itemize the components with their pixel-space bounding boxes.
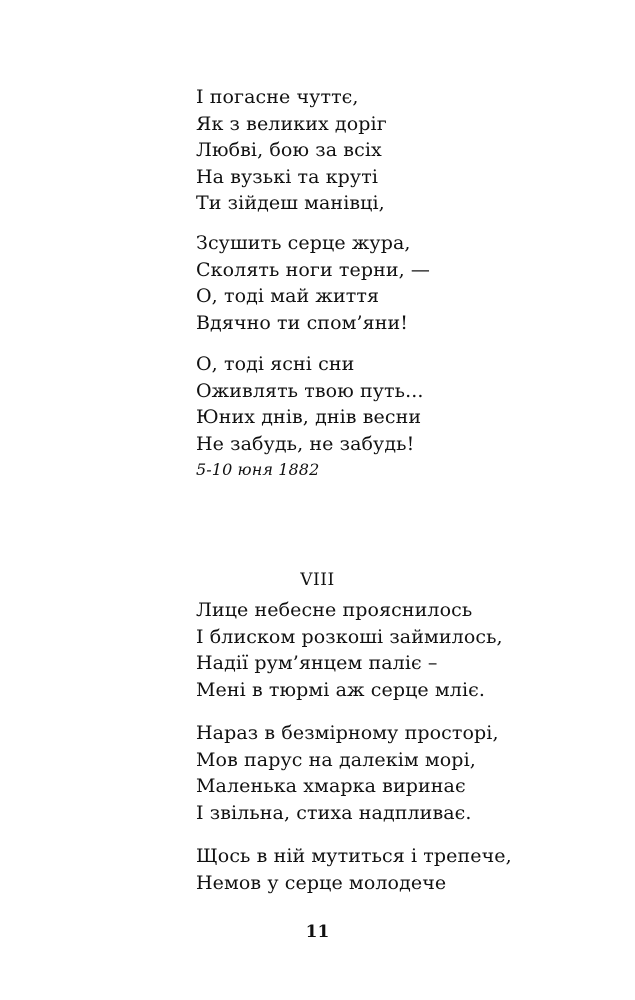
verse-line: І блиском розкоші займилось, [196, 625, 503, 648]
verse-line: Оживлять твою путь... [196, 379, 424, 402]
stanza-2 [196, 230, 430, 336]
verse-line: Ти зійдеш манівці, [196, 192, 385, 214]
stanza-1 [196, 597, 503, 703]
verse-line: На вузькі та круті [196, 165, 378, 188]
verse-line: Лице небесне прояснилось [196, 599, 473, 621]
verse-line: Маленька хмарка виринає [196, 775, 466, 797]
poem-heading: VIII [300, 570, 335, 590]
poem-date: 5-10 юня 1882 [196, 460, 320, 479]
verse-line: О, тоді май життя [196, 285, 380, 307]
verse-line: Сколять ноги терни, — [196, 258, 430, 281]
verse-line: Щось в ній мутиться і трепече, [196, 845, 512, 867]
verse-line: Мені в тюрмі аж серце мліє. [196, 678, 486, 701]
verse-line: Не забудь, не забудь! [196, 432, 415, 455]
verse-line: Надії рум’янцем паліє – [196, 652, 438, 674]
page-number: 11 [305, 922, 330, 942]
verse-line: Вдячно ти спом’яни! [196, 311, 408, 334]
verse-line: Як з великих доріг [196, 112, 387, 135]
verse-line: Зсушить серце жура, [196, 232, 411, 254]
verse-line: Немов у серце молодече [196, 871, 447, 894]
verse-line: Нараз в безмірному просторі, [196, 722, 499, 744]
stanza-2 [196, 720, 499, 826]
stanza-3 [196, 843, 512, 896]
verse-line: Мов парус на далекім морі, [196, 748, 476, 771]
stanza-3 [196, 351, 424, 484]
verse-line: І звільна, стиха надпливає. [196, 801, 472, 824]
verse-line: Любві, бою за всіх [196, 139, 382, 161]
verse-line: Юних днів, днів весни [196, 406, 422, 428]
verse-line: І погасне чуттє, [196, 86, 359, 108]
stanza-1 [196, 84, 387, 217]
verse-line: О, тоді ясні сни [196, 353, 355, 375]
